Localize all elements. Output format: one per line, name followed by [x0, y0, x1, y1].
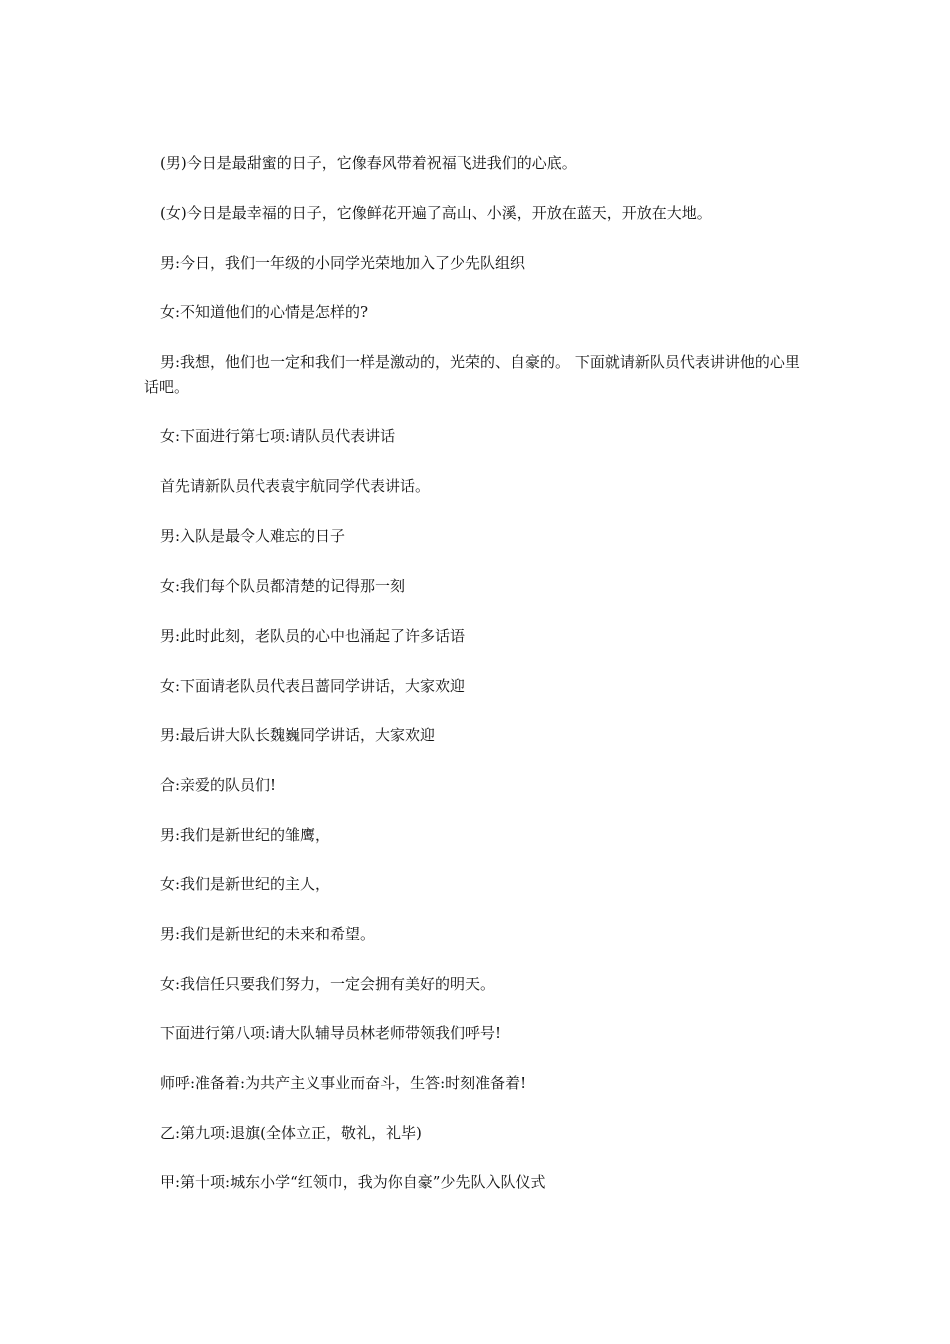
paragraph-1: (男)今日是最甜蜜的日子，它像春风带着祝福飞进我们的心底。: [160, 154, 577, 172]
paragraph-18: 下面进行第八项:请大队辅导员林老师带领我们呼号!: [160, 1024, 502, 1042]
paragraph-17: 女:我信任只要我们努力，一定会拥有美好的明天。: [160, 975, 496, 993]
paragraph-21: 甲:第十项:城东小学“红领巾，我为你自豪”少先队入队仪式: [160, 1173, 546, 1191]
paragraph-9: 女:我们每个队员都清楚的记得那一刻: [160, 577, 406, 595]
paragraph-3: 男:今日，我们一年级的小同学光荣地加入了少先队组织: [160, 254, 526, 272]
paragraph-4: 女:不知道他们的心情是怎样的?: [160, 303, 369, 321]
paragraph-6: 女:下面进行第七项:请队员代表讲话: [160, 427, 396, 445]
paragraph-19: 师呼:准备着:为共产主义事业而奋斗，生答:时刻准备着!: [160, 1074, 527, 1092]
paragraph-13: 合:亲爱的队员们!: [160, 776, 277, 794]
paragraph-5: 男:我想，他们也一定和我们一样是激动的，光荣的、自豪的。 下面就请新队员代表讲讲他的心里话吧。: [144, 353, 800, 396]
paragraph-8: 男:入队是最令人难忘的日子: [160, 527, 346, 545]
paragraph-2: (女)今日是最幸福的日子，它像鲜花开遍了高山、小溪，开放在蓝天，开放在大地。: [160, 204, 712, 222]
paragraph-16: 男:我们是新世纪的未来和希望。: [160, 925, 376, 943]
paragraph-11: 女:下面请老队员代表吕蔷同学讲话，大家欢迎: [160, 677, 466, 695]
paragraph-20: 乙:第九项:退旗(全体立正，敬礼，礼毕): [160, 1124, 422, 1142]
paragraph-14: 男:我们是新世纪的雏鹰，: [160, 826, 331, 844]
paragraph-7: 首先请新队员代表袁宇航同学代表讲话。: [160, 477, 431, 495]
paragraph-12: 男:最后讲大队长魏巍同学讲话，大家欢迎: [160, 726, 436, 744]
paragraph-10: 男:此时此刻，老队员的心中也涌起了许多话语: [160, 627, 466, 645]
paragraph-15: 女:我们是新世纪的主人，: [160, 875, 331, 893]
